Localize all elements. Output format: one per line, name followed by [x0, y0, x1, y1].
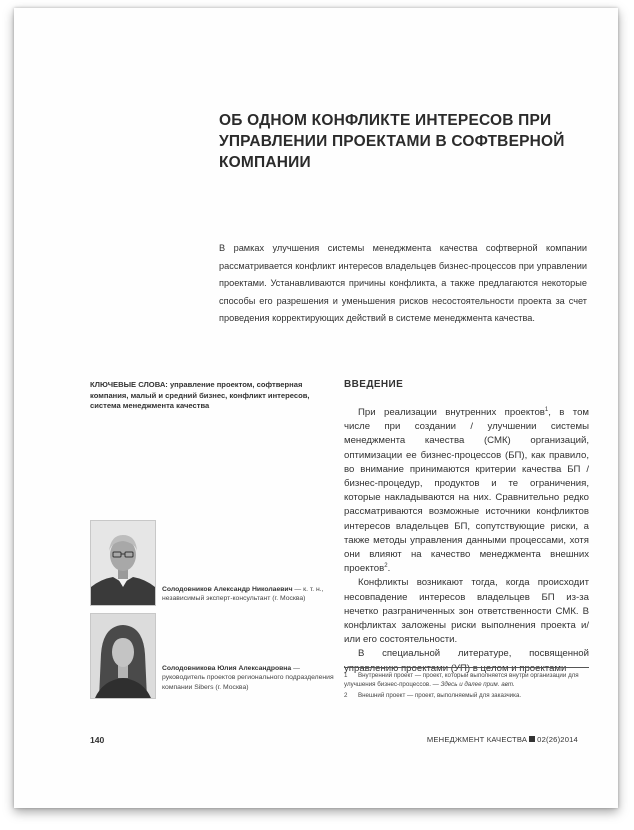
footnote-2 — [344, 692, 589, 701]
author-portrait-image — [91, 614, 155, 698]
running-footer — [427, 735, 578, 744]
footnote-text: Внутренний проект — проект, который выполняется внутри организации для улучшения бизнес-процессов. — — [344, 672, 579, 688]
author-name: Солодовников Александр Николаевич — [162, 586, 293, 593]
author-photo-2 — [90, 613, 156, 699]
footnote-ref-1: 1 — [544, 406, 549, 413]
article-abstract: В рамках улучшения системы менеджмента качества софтверной компании рассматривается конфликт интересов владельцев бизнес-процессов при управлении проектами. Устанавливаются причины конфликта, а также предлагаются некоторые способы его разрешения и уменьшения рисков несостоятельности проекта за счет проведения корректирующих действий в системе менеджмента качества. — [219, 243, 587, 324]
footnote-text: Внешний проект — проект, выполняемый для заказчика. — [358, 692, 522, 699]
body-text: , в том числе при создании / улучшении системы менеджмента качества (СМК) организаций, оптимизации ее бизнес-процессов (БП), как правило, во внимание принимаются критерии качества БП / бизнес-процедур, продуктов и те ограничения, которые накладываются на них. Сравнительно редко рассматриваются возможные источники конфликтов интересов владельцев БП, сопутствующие риски, а также методы управления данными процессами, хотя они влияют на качество менеджмента внешних проектов — [344, 407, 590, 575]
square-separator-icon — [529, 736, 535, 742]
issue-number: 02(26)2014 — [537, 735, 578, 744]
footnote-number: 1 — [344, 672, 348, 679]
author-name: Солодовникова Юлия Александровна — [162, 665, 292, 672]
body-text: . — [387, 563, 391, 575]
section-heading: ВВЕДЕНИЕ — [344, 379, 404, 390]
keywords: КЛЮЧЕВЫЕ СЛОВА: управление проектом, софтверная компания, малый и средний бизнес, конфликт интересов, система менеджмента качества — [90, 380, 310, 411]
article-body — [344, 406, 589, 676]
author-caption-2 — [162, 664, 338, 692]
author-description: — руководитель проектов регионального подразделения компании Sibers (г. Москва) — [162, 665, 334, 691]
body-paragraph-2: Конфликты возникают тогда, когда происходит несовпадение интересов владельцев БП из-за нечетко разграниченных зон ответственности СМК. В конфликтах заложены риски выполнения проекта и/или его состоятельности. — [344, 577, 589, 646]
journal-page — [14, 8, 618, 808]
footnote-divider — [344, 667, 589, 668]
body-paragraph-1 — [344, 406, 589, 576]
footnote-note: Здесь и далее прим. авт. — [440, 680, 515, 688]
author-photo-1 — [90, 520, 156, 606]
author-caption-1 — [162, 585, 338, 604]
footnote-1 — [344, 672, 589, 689]
journal-name: МЕНЕДЖМЕНТ КАЧЕСТВА — [426, 735, 528, 744]
body-paragraph-3: В специальной литературе, посвященной управлению проектами (УП) в целом и проектами — [344, 648, 589, 674]
footnote-ref-2: 2 — [384, 563, 388, 570]
article-title: ОБ ОДНОМ КОНФЛИКТЕ ИНТЕРЕСОВ ПРИ УПРАВЛЕНИИ ПРОЕКТАМИ В СОФТВЕРНОЙ КОМПАНИИ — [219, 112, 565, 171]
footnote-number: 2 — [344, 692, 348, 699]
body-text: При реализации внутренних проектов — [358, 407, 545, 418]
author-description: — к. т. н., независимый эксперт-консультант (г. Москва) — [162, 586, 324, 603]
author-portrait-image — [91, 521, 155, 605]
page-number: 140 — [90, 735, 105, 745]
